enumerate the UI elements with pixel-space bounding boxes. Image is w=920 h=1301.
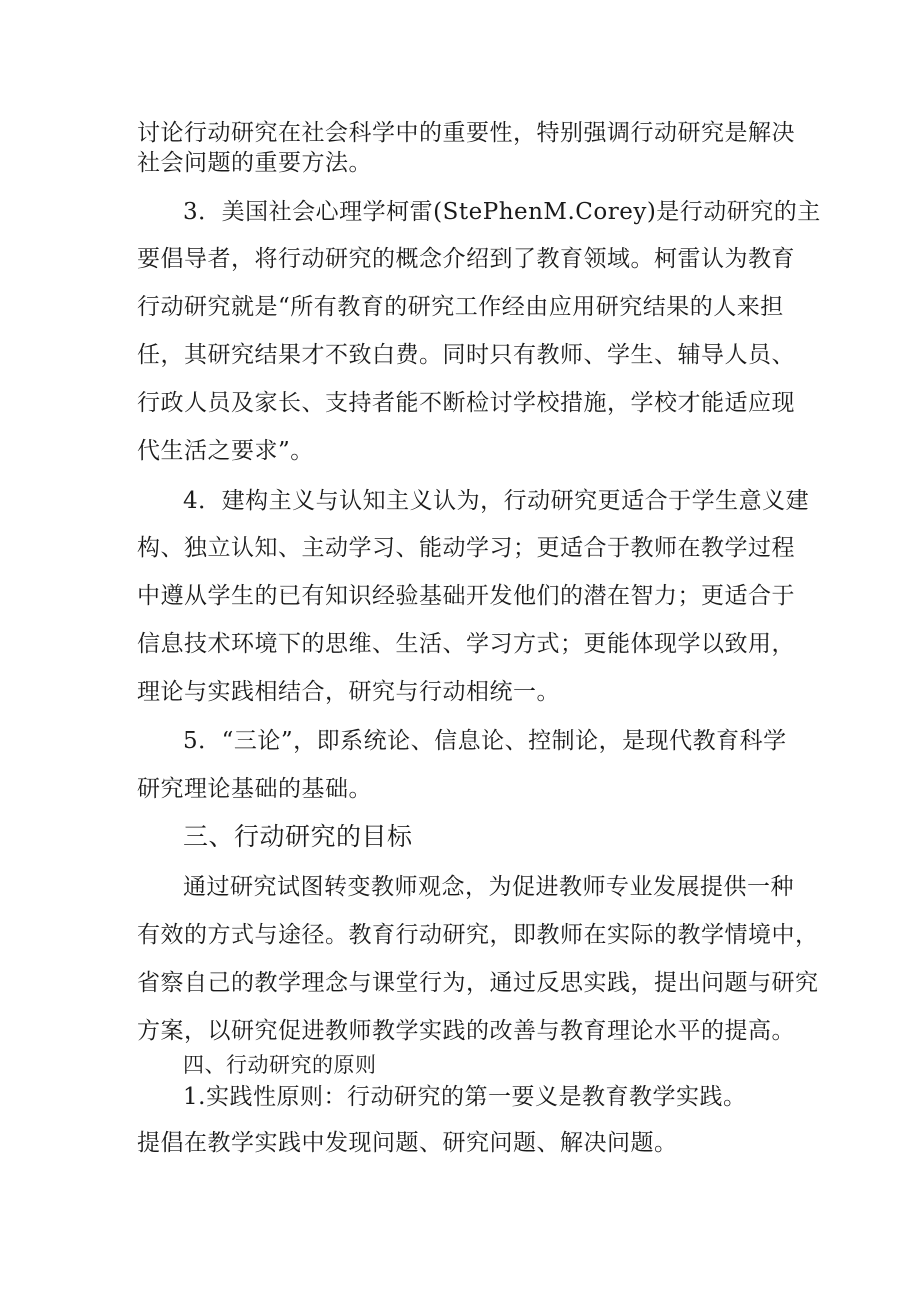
text-line: 行政人员及家长、支持者能不断检讨学校措施，学校才能适应现 bbox=[137, 390, 795, 416]
text-line: 1.实践性原则：行动研究的第一要义是教育教学实践。 bbox=[183, 1084, 747, 1110]
text-line: 3．美国社会心理学柯雷(StePhenM.Corey)是行动研究的主 bbox=[183, 199, 821, 225]
section-heading: 三、行动研究的目标 bbox=[183, 822, 413, 851]
text-line: 省察自己的教学理念与课堂行为，通过反思实践，提出问题与研究 bbox=[137, 970, 819, 996]
text-line: 4．建构主义与认知主义认为，行动研究更适合于学生意义建 bbox=[183, 488, 810, 514]
text-line: 讨论行动研究在社会科学中的重要性，特别强调行动研究是解决 bbox=[137, 120, 795, 146]
section-heading: 四、行动研究的原则 bbox=[183, 1053, 377, 1077]
text-line: 5．“三论”，即系统论、信息论、控制论，是现代教育科学 bbox=[183, 728, 787, 754]
text-line: 中遵从学生的已有知识经验基础开发他们的潜在智力；更适合于 bbox=[137, 583, 795, 609]
text-line: 构、独立认知、主动学习、能动学习；更适合于教师在教学过程 bbox=[137, 535, 795, 561]
text-line: 方案，以研究促进教师教学实践的改善与教育理论水平的提高。 bbox=[137, 1018, 795, 1044]
text-line: 研究理论基础的基础。 bbox=[137, 776, 372, 802]
text-line: 行动研究就是“所有教育的研究工作经由应用研究结果的人来担 bbox=[137, 294, 784, 320]
text-line: 代生活之要求”。 bbox=[137, 438, 314, 464]
text-line: 提倡在教学实践中发现问题、研究问题、解决问题。 bbox=[137, 1130, 678, 1156]
text-line: 有效的方式与途径。教育行动研究，即教师在实际的教学情境中， bbox=[137, 922, 819, 948]
text-line: 理论与实践相结合，研究与行动相统一。 bbox=[137, 679, 560, 705]
text-line: 信息技术环境下的思维、生活、学习方式；更能体现学以致用， bbox=[137, 631, 795, 657]
text-line: 通过研究试图转变教师观念，为促进教师专业发展提供一种 bbox=[183, 874, 794, 900]
text-line: 社会问题的重要方法。 bbox=[137, 150, 372, 176]
text-line: 要倡导者，将行动研究的概念介绍到了教育领域。柯雷认为教育 bbox=[137, 246, 795, 272]
text-line: 任，其研究结果才不致白费。同时只有教师、学生、辅导人员、 bbox=[137, 342, 795, 368]
